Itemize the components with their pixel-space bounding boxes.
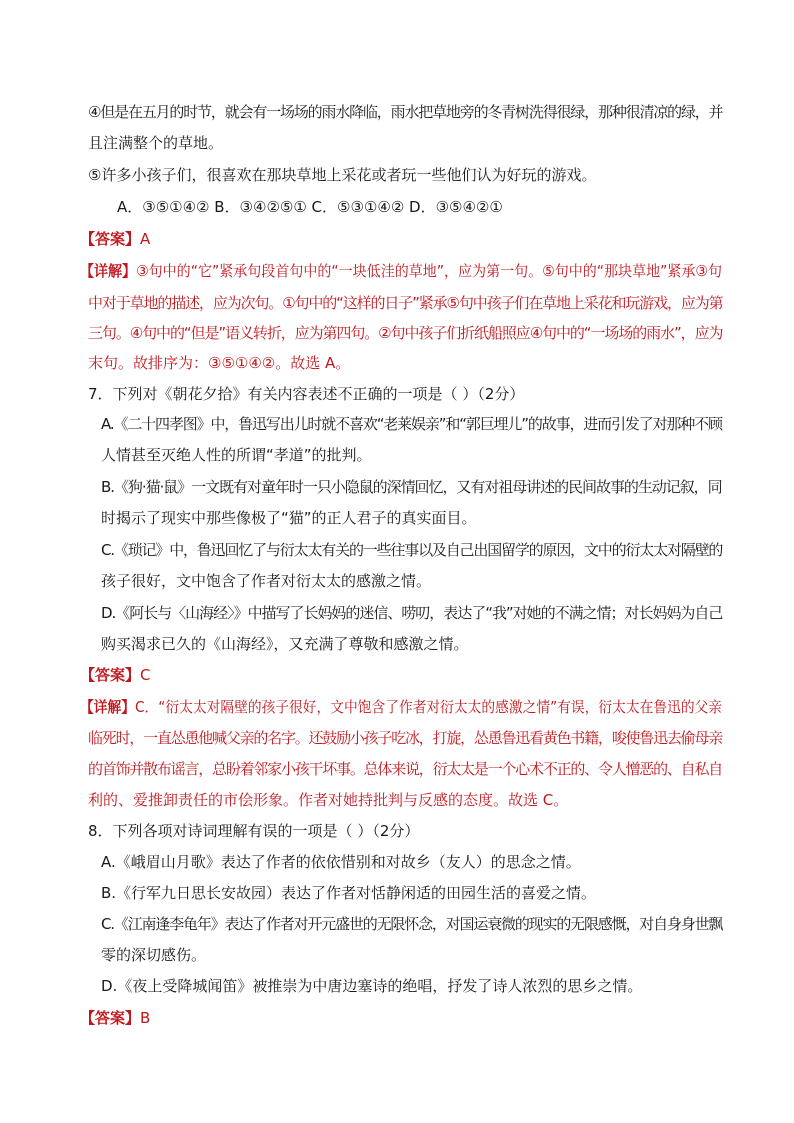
answer-label: 【答案】 [80, 1009, 141, 1027]
q8-option-c-line2: 零的深切感伤。 [101, 946, 207, 964]
q6-item4-line2: 且注满整个的草地。 [88, 134, 224, 152]
q7-stem: 7．下列对《朝花夕拾》有关内容表述不正确的一项是（ ）（2分） [88, 385, 525, 403]
q6-item4-line1: ④但是在五月的时节，就会有一场场的雨水降临，雨水把草地旁的冬青树洗得很绿，那种很清凉的绿，并 [88, 103, 723, 121]
q6-detail-line-1 [80, 261, 722, 281]
q7-detail-line-1 [80, 697, 722, 717]
answer-value: B [140, 1009, 151, 1027]
q8-answer [80, 1008, 150, 1028]
detail-text: ③句中的“它”紧承句段首句中的“一块低洼的草地”，应为第一句。⑤句中的“那块草地”紧承③句 [136, 262, 722, 280]
q7-option-a-line2: 人情甚至灭绝人性的所谓“孝道”的批判。 [101, 446, 372, 464]
q7-option-d-line2: 购买渴求已久的《山海经》，又充满了尊敬和感激之情。 [101, 635, 469, 653]
answer-label: 【答案】 [80, 666, 141, 684]
q7-option-c-line2: 孩子很好，文中饱含了作者对衍太太的感激之情。 [101, 572, 432, 590]
detail-text: C．“衍太太对隔壁的孩子很好，文中饱含了作者对衍太太的感激之情”有误，衍太太在鲁迅的父亲 [134, 698, 723, 716]
q6-item5: ⑤许多小孩子们，很喜欢在那块草地上采花或者玩一些他们认为好玩的游戏。 [88, 166, 597, 184]
q7-detail-line-4: 利的、爱推卸责任的市侩形象。作者对她持批判与反感的态度。故选 C。 [88, 791, 569, 809]
answer-value: C [140, 666, 151, 684]
q7-option-b-line1: B.《狗·猫·鼠》一文既有对童年时一只小隐鼠的深情回忆，又有对祖母讲述的民间故事的生动记叙，同 [101, 478, 722, 496]
q8-option-c-line1: C.《江南逢李龟年》表达了作者对开元盛世的无限怀念，对国运衰微的现实的无限感慨，对自身身世飘 [101, 915, 723, 933]
q6-detail-line-2: 中对于草地的描述，应为次句。①句中的“这样的日子”紧承⑤句中孩子们在草地上采花和玩游戏，应为第 [88, 294, 723, 312]
q8-option-d: D.《夜上受降城闻笛》被推崇为中唐边塞诗的绝唱，抒发了诗人浓烈的思乡之情。 [101, 977, 643, 995]
detail-label: 【详解】 [80, 698, 135, 716]
q7-option-c-line1: C.《琐记》中，鲁迅回忆了与衍太太有关的一些往事以及自己出国留学的原因，文中的衍太太对隔壁的 [101, 541, 723, 559]
q6-detail-line-4: 末句。故排序为：③⑤①④②。故选 A。 [88, 354, 351, 372]
q7-detail-line-2: 临死时，一直怂恿他喊父亲的名字。还鼓励小孩子吃冰，打旋，怂恿鲁迅看黄色书籍，唆使鲁迅去偷母亲 [88, 729, 723, 747]
detail-label: 【详解】 [80, 262, 137, 280]
q7-option-a-line1: A.《二十四孝图》中，鲁迅写出儿时就不喜欢“老莱娱亲”和“郭巨埋儿”的故事，进而引发了对那种不顾 [101, 415, 722, 433]
q6-detail-line-3: 三句。④句中的“但是”语义转折，应为第四句。②句中孩子们折纸船照应④句中的“一场场的雨水”，应为 [88, 324, 723, 342]
q6-options: A．③⑤①④② B．③④②⑤① C．⑤③①④② D．③⑤④②① [117, 198, 503, 216]
q8-option-b: B.《行军九日思长安故园）表达了作者对恬静闲适的田园生活的喜爱之情。 [101, 884, 597, 902]
q7-option-b-line2: 时揭示了现实中那些像极了“猫”的正人君子的真实面目。 [101, 509, 477, 527]
q8-stem: 8．下列各项对诗词理解有误的一项是（ ）（2分） [88, 822, 420, 840]
q8-option-a: A.《峨眉山月歌》表达了作者的依依惜别和对故乡（友人）的思念之情。 [101, 853, 581, 871]
q6-answer [80, 229, 150, 249]
q7-detail-line-3: 的首饰并散布谣言，总盼着邻家小孩干坏事。总体来说，衍太太是一个心术不正的、令人憎恶的、自私自 [88, 760, 723, 778]
q7-option-d-line1: D.《阿长与〈山海经〉》中描写了长妈妈的迷信、唠叨，表达了“我”对她的不满之情；对长妈妈为自己 [101, 604, 723, 622]
q7-answer [80, 665, 151, 685]
answer-value: A [140, 230, 151, 248]
answer-label: 【答案】 [80, 230, 141, 248]
